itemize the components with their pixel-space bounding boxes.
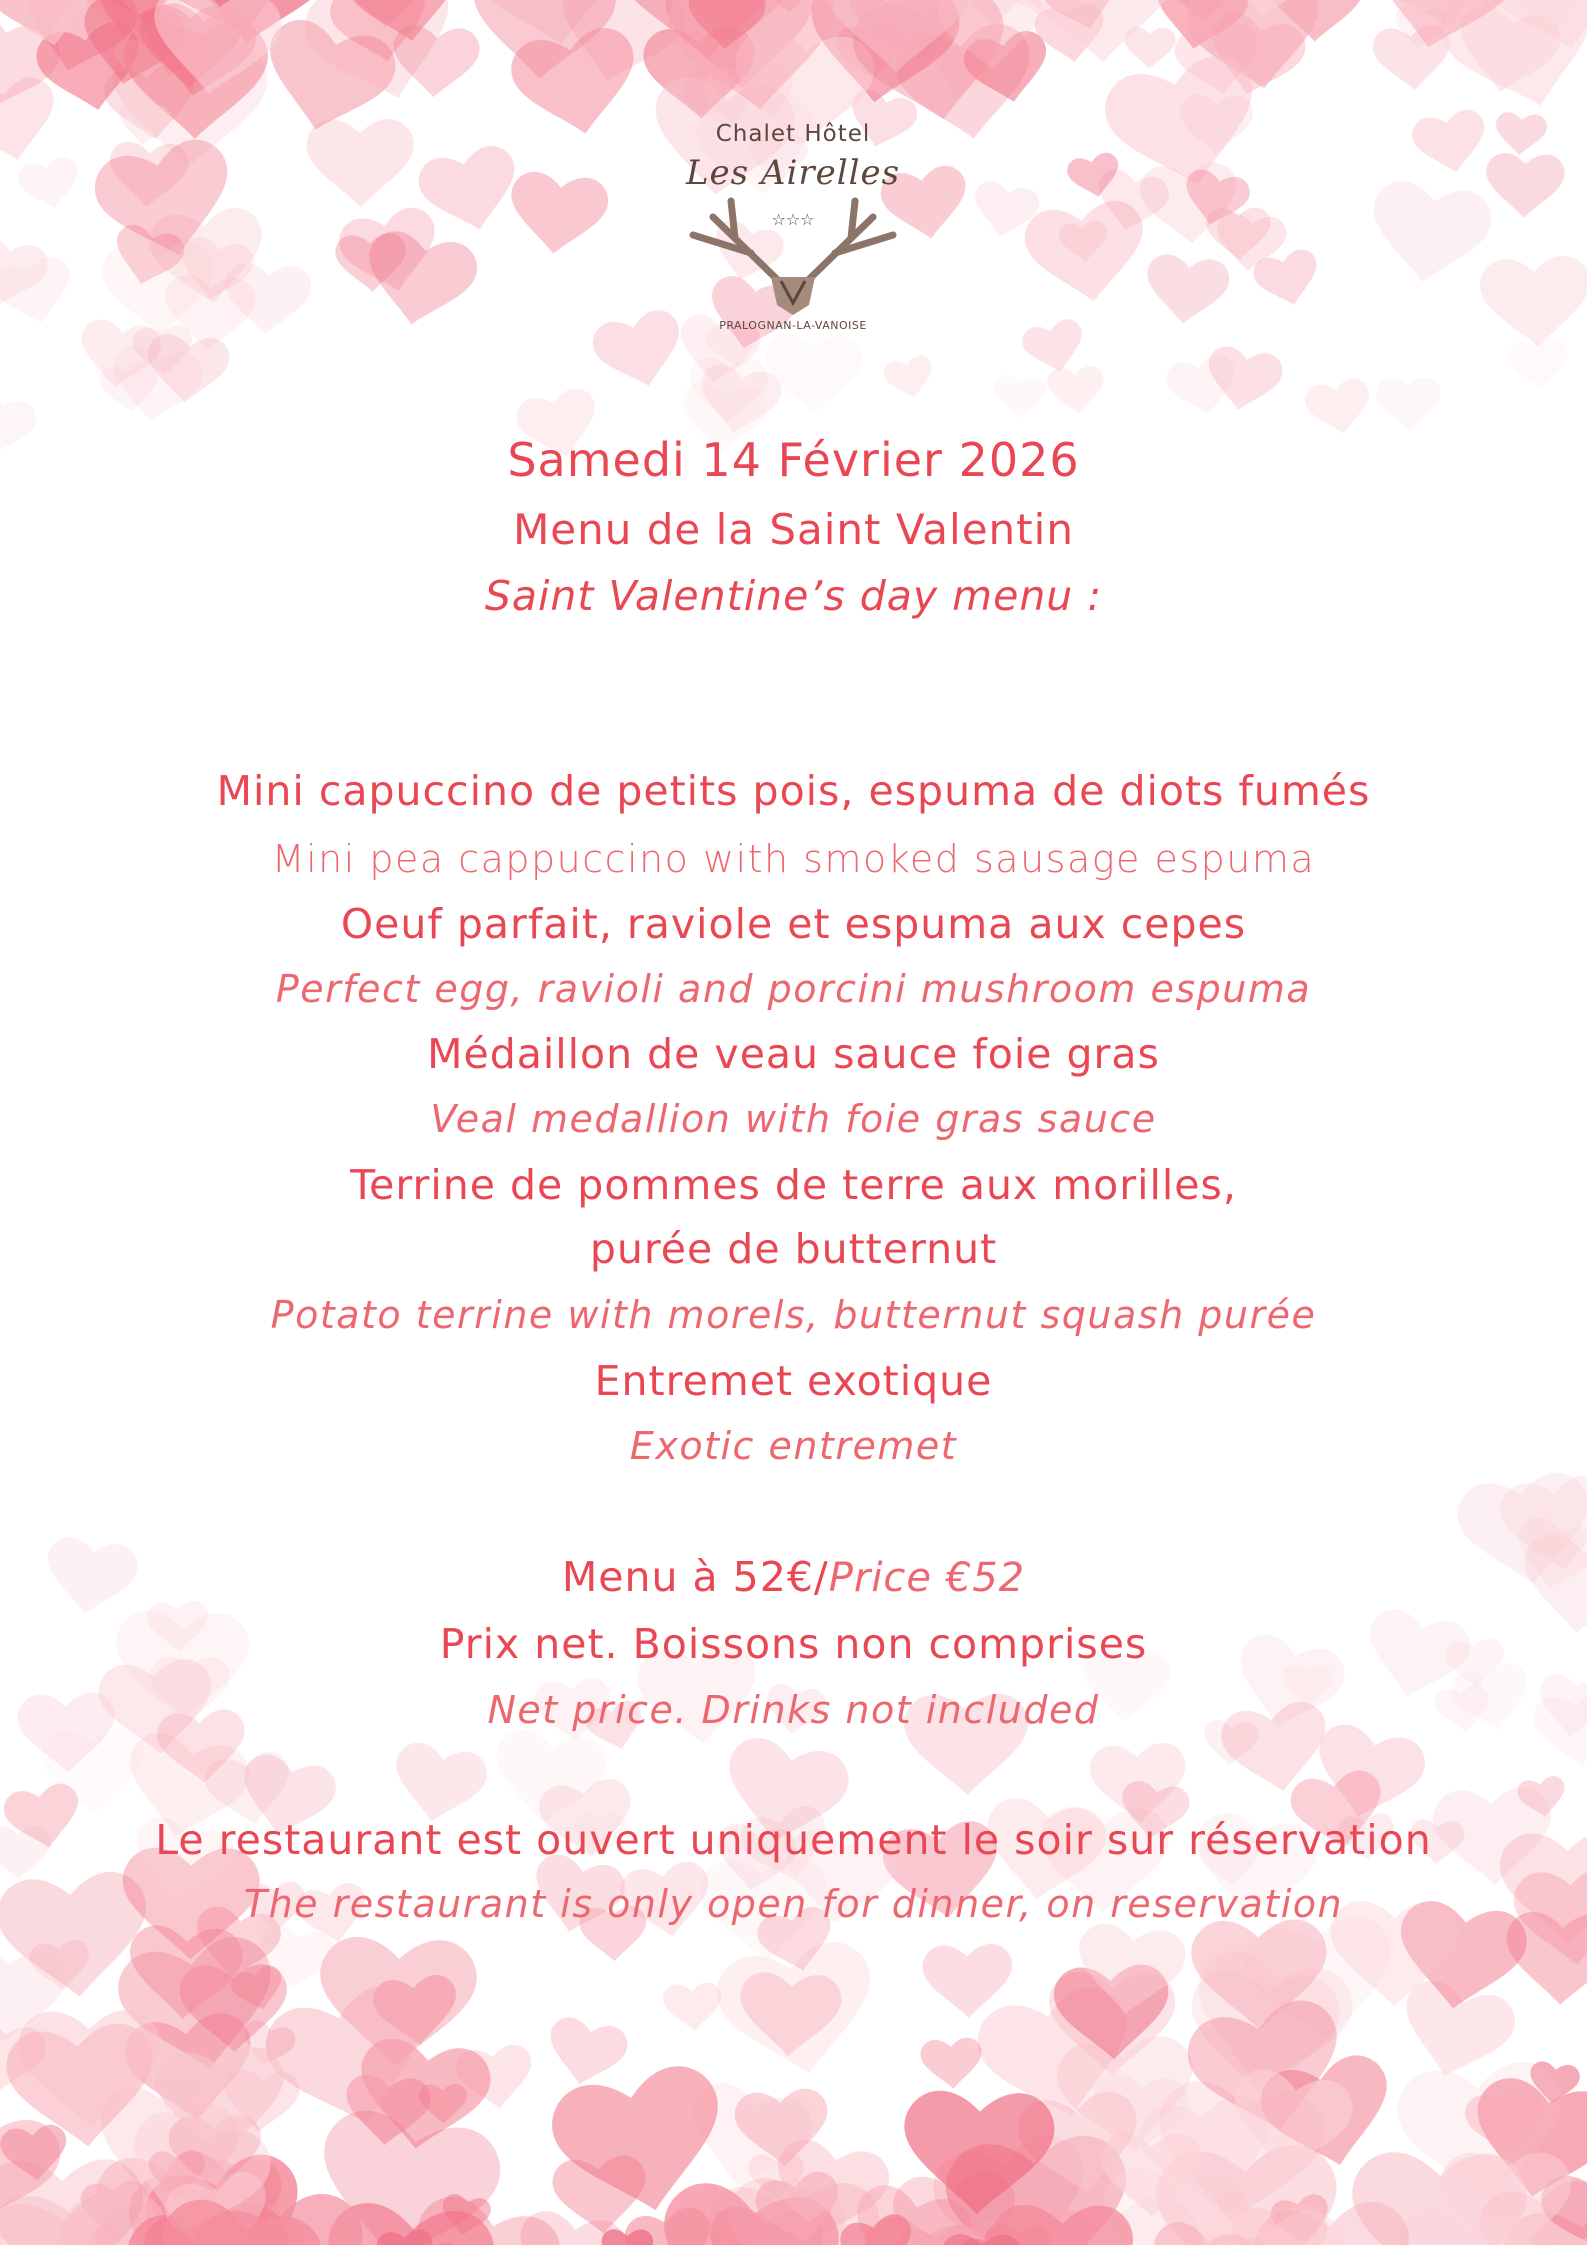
logo-location: PRALOGNAN-LA-VANOISE xyxy=(719,319,867,332)
dish-4-fr-line1: Terrine de pommes de terre aux morilles, xyxy=(350,1161,1237,1209)
dish-3-fr: Médaillon de veau sauce foie gras xyxy=(427,1030,1160,1078)
dish-1-en: Mini pea cappuccino with smoked sausage espuma xyxy=(271,837,1316,881)
menu-price-en: Price €52 xyxy=(828,1555,1026,1601)
menu-price-fr: Menu à 52€/ xyxy=(561,1553,829,1601)
opening-note-fr: Le restaurant est ouvert uniquement le soir sur réservation xyxy=(155,1816,1432,1864)
dish-2-en: Perfect egg, ravioli and porcini mushroom espuma xyxy=(275,967,1312,1011)
menu-title-en: Saint Valentine’s day menu : xyxy=(484,572,1103,620)
dish-4-fr-line2: purée de butternut xyxy=(589,1225,998,1273)
menu-date: Samedi 14 Février 2026 xyxy=(507,433,1080,487)
antlers-icon xyxy=(683,195,903,315)
logo-hotel-name: Les Airelles xyxy=(685,153,901,193)
menu-price xyxy=(0,1553,1587,1601)
opening-note-en: The restaurant is only open for dinner, on reservation xyxy=(243,1882,1344,1926)
price-note-en: Net price. Drinks not included xyxy=(487,1688,1100,1732)
dish-3-en: Veal medallion with foie gras sauce xyxy=(430,1097,1157,1141)
dish-1-fr: Mini capuccino de petits pois, espuma de diots fumés xyxy=(216,767,1371,815)
dish-5-en: Exotic entremet xyxy=(629,1424,958,1468)
dish-2-fr: Oeuf parfait, raviole et espuma aux cepes xyxy=(340,900,1247,948)
dish-5-fr: Entremet exotique xyxy=(594,1357,993,1405)
dish-4-en: Potato terrine with morels, butternut squash purée xyxy=(270,1293,1317,1337)
logo-chalet-hotel: Chalet Hôtel xyxy=(715,121,871,147)
hotel-logo xyxy=(643,115,943,345)
price-note-fr: Prix net. Boissons non comprises xyxy=(439,1620,1148,1668)
menu-title-fr: Menu de la Saint Valentin xyxy=(513,505,1074,554)
star-rating-icon: ☆☆☆ xyxy=(771,210,815,229)
